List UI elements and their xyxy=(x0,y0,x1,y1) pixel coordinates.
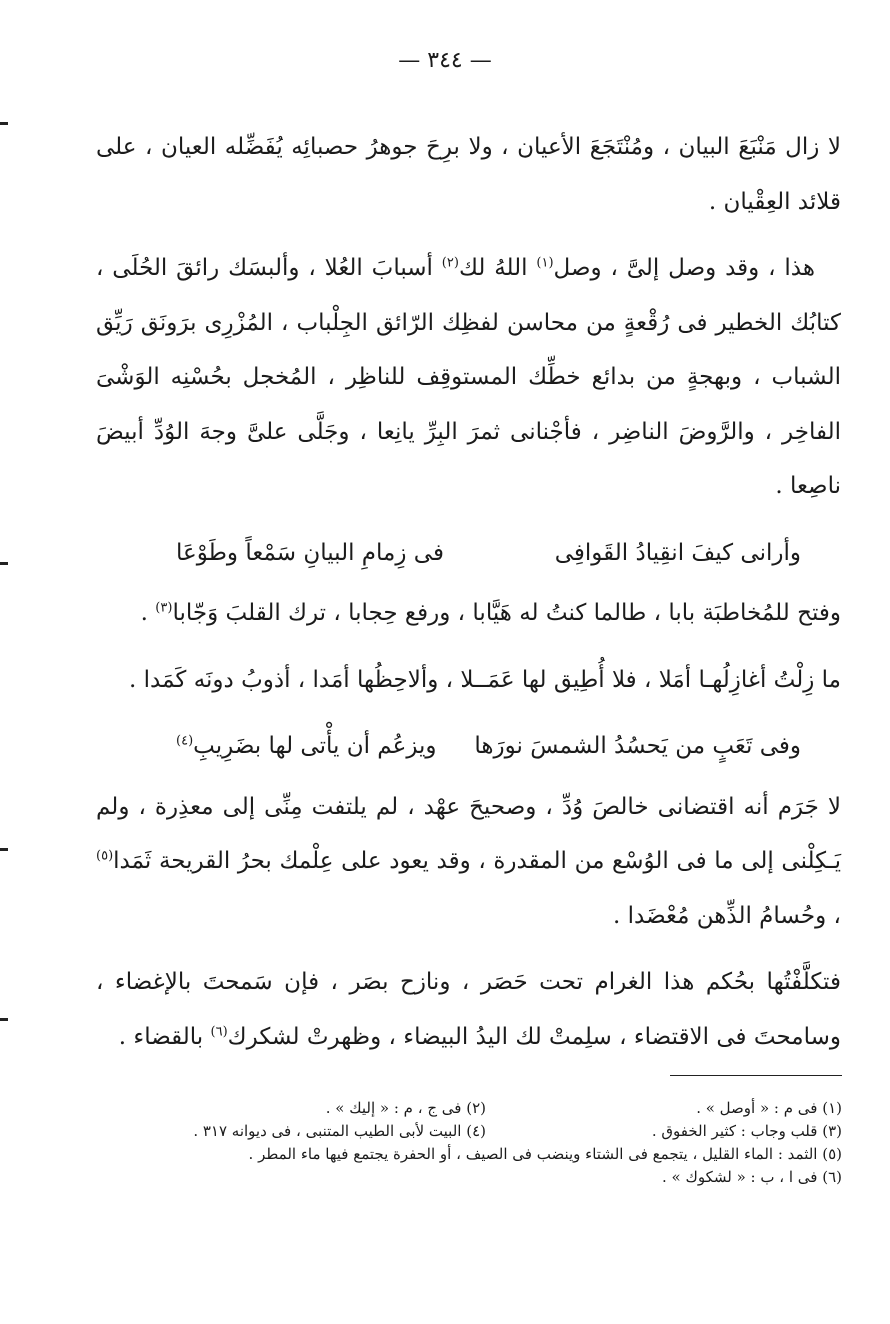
paragraph xyxy=(96,586,841,641)
paragraph xyxy=(96,120,841,229)
margin-mark xyxy=(0,122,8,125)
footnote-6: (٦) فى ا ، ب : « لشكوك » . xyxy=(661,1168,842,1186)
footnote-5: (٥) الثمد : الماء القليل ، يتجمع فى الشتاء وينضب فى الصيف ، أو الحفرة يجتمع فيها ماء المطر . xyxy=(248,1145,842,1163)
paragraph-text: . xyxy=(140,600,156,626)
verse-line xyxy=(96,719,841,774)
footnote-row xyxy=(130,1120,842,1143)
paragraph xyxy=(96,653,841,708)
main-text xyxy=(96,120,841,1076)
footnote-ref: (٢) xyxy=(441,255,459,271)
margin-mark xyxy=(0,1018,8,1021)
verse-line xyxy=(96,526,841,581)
footnote-2: (٢) فى ج ، م : « إليك » . xyxy=(325,1099,486,1117)
paragraph-text: أسبابَ العُلا ، وألبسَك رائقَ الحُلَى ، كتابُك الخطير فى رُقْعةٍ من محاسن لفظِك الرّائق الجِلْباب ، المُزْرِى برَونَق رَيِّق الشباب ، وبهجةٍ من بدائع خطِّك المستوقِف للناظِر ، المُخجل بحُسْنِه الوَشْىَ الفاخِر ، والرَّوضَ الناضِر ، فأجْنانى ثمرَ البِرِّ يانِعا ، وجَلَّى علىَّ وجهَ الوُدِّ أبيضَ ناصِعا . xyxy=(96,255,841,499)
paragraph-text: ، وحُسامُ الذِّهن مُعْضَدا . xyxy=(612,902,841,929)
footnote-1: (١) فى م : « أوصل » . xyxy=(696,1099,842,1117)
paragraph-text: فتكلَّفْتُها بحُكم هذا الغرام تحت حَصَر ، ونازح بصَر ، فإن سَمحتَ بالإغضاء ، وسامحتَ فى الاقتضاء ، سلِمتْ لك اليدُ البيضاء ، وظهرتْ لشكرك xyxy=(96,969,841,1050)
margin-mark xyxy=(0,848,8,851)
verse-second-hemistich: فى زِمامِ البيانِ سَمْعاً وطَوْعَا xyxy=(176,539,444,566)
footnote-3: (٣) قلب وجاب : كثير الخفوق . xyxy=(651,1122,842,1140)
paragraph xyxy=(96,780,841,944)
footnote-divider xyxy=(670,1075,842,1076)
paragraph-text: هذا ، وقد وصل إلىَّ ، وصل xyxy=(553,255,815,281)
footnote-row xyxy=(130,1097,842,1120)
paragraph-text: لا زال مَنْبَعَ البيان ، ومُنْتَجَعَ الأعيان ، ولا برِحَ جوهرُ حصبائِه يُفَضِّله العيان ، على قلائد العِقْيان . xyxy=(96,134,841,215)
footnote-ref: (١) xyxy=(536,255,554,271)
footnotes xyxy=(130,1097,842,1189)
paragraph-text: لا جَرَم أنه اقتضانى خالصَ وُدِّ ، وصحيحَ عهْد ، لم يلتفت مِنِّى إلى معذِرة ، ولم يَـكِلْنى إلى ما فى الوُسْع من المقدرة ، وقد يعود على عِلْمك بحرُ القريحة ثَمَدا xyxy=(96,793,841,874)
paragraph-text: بالقضاء . xyxy=(118,1023,211,1050)
footnote-ref: (٥) xyxy=(96,848,114,864)
footnote-4: (٤) البيت لأبى الطيب المتنبى ، فى ديوانه ٣١٧ . xyxy=(193,1122,486,1140)
verse-first-hemistich: وأرانى كيفَ انقِيادُ القَوافِى xyxy=(554,539,801,566)
verse-first-hemistich: وفى تَعَبٍ من يَحسُدُ الشمسَ نورَها xyxy=(474,733,801,759)
margin-mark xyxy=(0,562,8,565)
paragraph-text: اللهُ لك xyxy=(458,255,537,281)
paragraph-text: ما زِلْتُ أغازِلُهـا أمَلا ، فلا أُطِيق لها عَمَــلا ، وألاحِظُها أمَدا ، أذوبُ دونَه كَمَدا . xyxy=(129,666,841,693)
paragraph-text: وفتح للمُخاطبَة بابا ، طالما كنتُ له هَيَّابا ، ورفع حِجابا ، ترك القلبَ وَجّابا xyxy=(172,600,841,626)
paragraph xyxy=(96,241,841,514)
footnote-ref: (٦) xyxy=(210,1023,228,1039)
page-number: — ٣٤٤ — xyxy=(398,48,492,73)
verse-second-hemistich xyxy=(176,719,437,774)
verse-text: ويزعُم أن يأْتى لها بضَرِيبِ xyxy=(193,733,437,759)
footnote-ref: (٤) xyxy=(176,733,194,749)
footnote-ref: (٣) xyxy=(155,600,173,616)
paragraph xyxy=(96,955,841,1064)
